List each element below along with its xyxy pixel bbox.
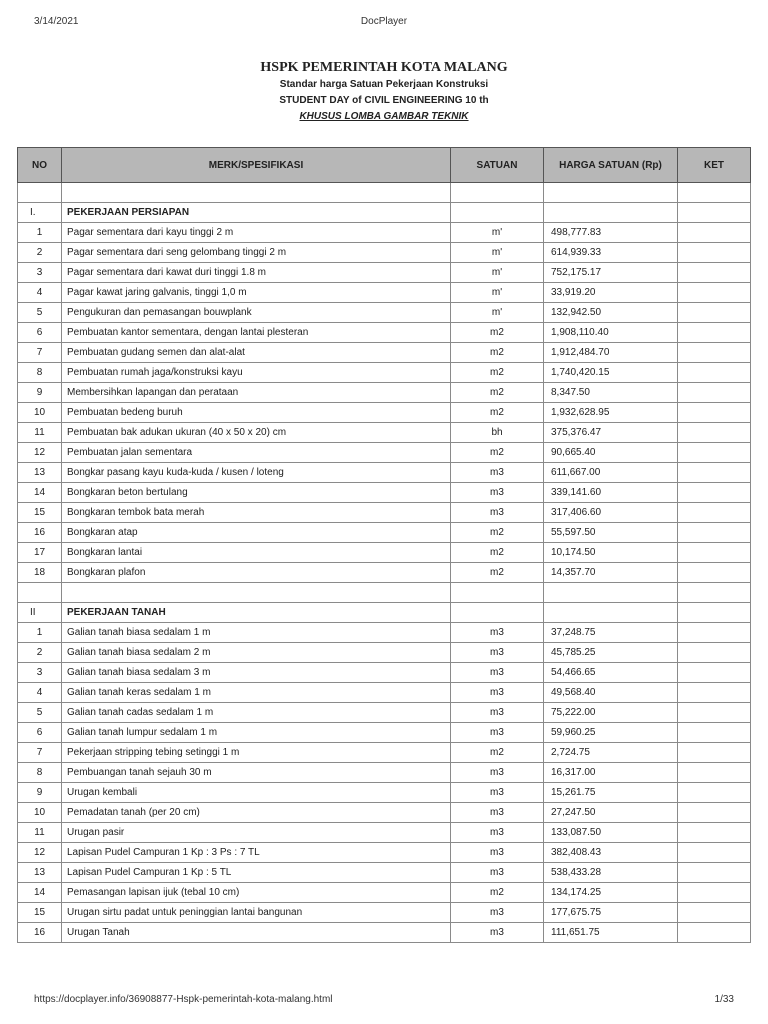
item-note [678, 683, 751, 703]
item-note [678, 223, 751, 243]
item-note [678, 423, 751, 443]
item-note [678, 643, 751, 663]
item-number: 11 [18, 823, 62, 843]
item-unit: m3 [451, 803, 544, 823]
item-spec: Galian tanah keras sedalam 1 m [62, 683, 451, 703]
section-number: I. [18, 203, 62, 223]
item-price: 1,740,420.15 [544, 363, 678, 383]
document-header [0, 59, 768, 125]
item-unit: m2 [451, 323, 544, 343]
empty-cell [18, 183, 62, 203]
item-unit: m3 [451, 643, 544, 663]
empty-cell [544, 183, 678, 203]
item-spec: Pengukuran dan pemasangan bouwplank [62, 303, 451, 323]
item-unit: m2 [451, 523, 544, 543]
print-date: 3/14/2021 [34, 16, 79, 27]
section-row [18, 203, 751, 223]
item-unit: m' [451, 303, 544, 323]
empty-cell [62, 183, 451, 203]
item-spec: Bongkar pasang kayu kuda-kuda / kusen / loteng [62, 463, 451, 483]
item-note [678, 443, 751, 463]
empty-cell [451, 183, 544, 203]
item-note [678, 363, 751, 383]
item-unit: m2 [451, 383, 544, 403]
item-price: 27,247.50 [544, 803, 678, 823]
item-price: 133,087.50 [544, 823, 678, 843]
item-unit: m2 [451, 543, 544, 563]
item-spec: Lapisan Pudel Campuran 1 Kp : 5 TL [62, 863, 451, 883]
item-number: 10 [18, 403, 62, 423]
site-name: DocPlayer [360, 16, 408, 27]
spacer-row [18, 183, 751, 203]
item-spec: Pemadatan tanah (per 20 cm) [62, 803, 451, 823]
item-note [678, 483, 751, 503]
table-row [18, 243, 751, 263]
item-note [678, 763, 751, 783]
table-row [18, 383, 751, 403]
table-row [18, 763, 751, 783]
table-row [18, 423, 751, 443]
item-number: 2 [18, 243, 62, 263]
item-note [678, 523, 751, 543]
document-subtitle: Standar harga Satuan Pekerjaan Konstruksi [279, 79, 489, 90]
item-unit: m3 [451, 763, 544, 783]
empty-cell [678, 183, 751, 203]
item-price: 37,248.75 [544, 623, 678, 643]
item-note [678, 743, 751, 763]
section-title: PEKERJAAN TANAH [62, 603, 451, 623]
item-price: 317,406.60 [544, 503, 678, 523]
item-number: 7 [18, 343, 62, 363]
table-row [18, 323, 751, 343]
item-price: 538,433.28 [544, 863, 678, 883]
item-spec: Pagar sementara dari kawat duri tinggi 1.8 m [62, 263, 451, 283]
table-row [18, 283, 751, 303]
table-row [18, 403, 751, 423]
item-note [678, 883, 751, 903]
item-price: 15,261.75 [544, 783, 678, 803]
table-row [18, 783, 751, 803]
item-spec: Bongkaran plafon [62, 563, 451, 583]
item-number: 6 [18, 723, 62, 743]
item-price: 45,785.25 [544, 643, 678, 663]
item-note [678, 343, 751, 363]
table-row [18, 263, 751, 283]
item-unit: m3 [451, 863, 544, 883]
item-spec: Galian tanah lumpur sedalam 1 m [62, 723, 451, 743]
item-number: 5 [18, 303, 62, 323]
item-number: 11 [18, 423, 62, 443]
item-number: 13 [18, 863, 62, 883]
item-unit: m2 [451, 563, 544, 583]
col-header-no: NO [18, 148, 62, 183]
empty-cell [451, 583, 544, 603]
table-row [18, 343, 751, 363]
item-note [678, 543, 751, 563]
section-number: II [18, 603, 62, 623]
item-unit: m' [451, 283, 544, 303]
table-row [18, 803, 751, 823]
item-unit: bh [451, 423, 544, 443]
item-number: 4 [18, 683, 62, 703]
item-spec: Pekerjaan stripping tebing setinggi 1 m [62, 743, 451, 763]
item-unit: m3 [451, 663, 544, 683]
item-note [678, 923, 751, 943]
item-price: 177,675.75 [544, 903, 678, 923]
page-url: https://docplayer.info/36908877-Hspk-pemerintah-kota-malang.html [34, 994, 333, 1005]
item-note [678, 503, 751, 523]
item-spec: Pembuatan kantor sementara, dengan lantai plesteran [62, 323, 451, 343]
item-spec: Membersihkan lapangan dan perataan [62, 383, 451, 403]
item-price: 10,174.50 [544, 543, 678, 563]
item-unit: m3 [451, 703, 544, 723]
table-row [18, 923, 751, 943]
item-price: 1,932,628.95 [544, 403, 678, 423]
item-spec: Bongkaran atap [62, 523, 451, 543]
item-spec: Pembuatan gudang semen dan alat-alat [62, 343, 451, 363]
item-note [678, 723, 751, 743]
table-row [18, 363, 751, 383]
item-note [678, 263, 751, 283]
item-spec: Urugan pasir [62, 823, 451, 843]
empty-cell [678, 603, 751, 623]
item-unit: m3 [451, 843, 544, 863]
table-row [18, 823, 751, 843]
item-number: 16 [18, 523, 62, 543]
item-note [678, 403, 751, 423]
item-note [678, 283, 751, 303]
item-spec: Bongkaran lantai [62, 543, 451, 563]
table-row [18, 563, 751, 583]
item-number: 9 [18, 783, 62, 803]
page-number: 1/33 [714, 994, 734, 1005]
document-title: HSPK PEMERINTAH KOTA MALANG [260, 60, 508, 75]
table-row [18, 543, 751, 563]
item-number: 10 [18, 803, 62, 823]
item-price: 33,919.20 [544, 283, 678, 303]
item-price: 75,222.00 [544, 703, 678, 723]
item-note [678, 823, 751, 843]
item-number: 14 [18, 483, 62, 503]
item-price: 752,175.17 [544, 263, 678, 283]
item-number: 12 [18, 843, 62, 863]
item-number: 9 [18, 383, 62, 403]
item-price: 1,908,110.40 [544, 323, 678, 343]
item-unit: m3 [451, 463, 544, 483]
item-number: 8 [18, 363, 62, 383]
item-note [678, 303, 751, 323]
item-spec: Pembuatan rumah jaga/konstruksi kayu [62, 363, 451, 383]
empty-cell [678, 203, 751, 223]
item-spec: Pagar sementara dari kayu tinggi 2 m [62, 223, 451, 243]
item-price: 1,912,484.70 [544, 343, 678, 363]
table-row [18, 223, 751, 243]
item-note [678, 563, 751, 583]
empty-cell [544, 583, 678, 603]
item-unit: m3 [451, 683, 544, 703]
item-note [678, 863, 751, 883]
item-spec: Urugan kembali [62, 783, 451, 803]
item-number: 17 [18, 543, 62, 563]
item-unit: m3 [451, 503, 544, 523]
table-row [18, 863, 751, 883]
item-number: 8 [18, 763, 62, 783]
item-price: 8,347.50 [544, 383, 678, 403]
item-unit: m2 [451, 883, 544, 903]
col-header-note: KET [678, 148, 751, 183]
table-row [18, 643, 751, 663]
item-price: 2,724.75 [544, 743, 678, 763]
item-unit: m3 [451, 623, 544, 643]
item-spec: Pemasangan lapisan ijuk (tebal 10 cm) [62, 883, 451, 903]
item-price: 614,939.33 [544, 243, 678, 263]
item-note [678, 803, 751, 823]
item-price: 54,466.65 [544, 663, 678, 683]
item-spec: Galian tanah cadas sedalam 1 m [62, 703, 451, 723]
item-note [678, 663, 751, 683]
item-price: 382,408.43 [544, 843, 678, 863]
item-spec: Galian tanah biasa sedalam 3 m [62, 663, 451, 683]
item-price: 611,667.00 [544, 463, 678, 483]
empty-cell [678, 583, 751, 603]
table-row [18, 883, 751, 903]
item-number: 15 [18, 903, 62, 923]
item-number: 5 [18, 703, 62, 723]
item-price: 59,960.25 [544, 723, 678, 743]
empty-cell [62, 583, 451, 603]
table-row [18, 903, 751, 923]
col-header-spec: MERK/SPESIFIKASI [62, 148, 451, 183]
item-price: 375,376.47 [544, 423, 678, 443]
item-unit: m3 [451, 903, 544, 923]
item-spec: Urugan Tanah [62, 923, 451, 943]
spacer-row [18, 583, 751, 603]
item-spec: Pembuatan bedeng buruh [62, 403, 451, 423]
item-price: 111,651.75 [544, 923, 678, 943]
item-spec: Galian tanah biasa sedalam 1 m [62, 623, 451, 643]
item-unit: m3 [451, 483, 544, 503]
item-note [678, 783, 751, 803]
item-note [678, 463, 751, 483]
item-unit: m2 [451, 363, 544, 383]
table-header-row [18, 148, 751, 183]
item-number: 1 [18, 223, 62, 243]
empty-cell [18, 583, 62, 603]
item-spec: Pembuatan bak adukan ukuran (40 x 50 x 20) cm [62, 423, 451, 443]
table-row [18, 483, 751, 503]
table-row [18, 303, 751, 323]
item-price: 498,777.83 [544, 223, 678, 243]
table-row [18, 463, 751, 483]
item-price: 49,568.40 [544, 683, 678, 703]
empty-cell [451, 603, 544, 623]
item-number: 14 [18, 883, 62, 903]
item-number: 13 [18, 463, 62, 483]
item-unit: m' [451, 263, 544, 283]
col-header-unit: SATUAN [451, 148, 544, 183]
empty-cell [544, 603, 678, 623]
table-row [18, 683, 751, 703]
item-number: 15 [18, 503, 62, 523]
price-table [17, 147, 751, 943]
item-spec: Pagar sementara dari seng gelombang tinggi 2 m [62, 243, 451, 263]
item-price: 132,942.50 [544, 303, 678, 323]
item-spec: Bongkaran tembok bata merah [62, 503, 451, 523]
item-price: 134,174.25 [544, 883, 678, 903]
item-price: 90,665.40 [544, 443, 678, 463]
table-row [18, 723, 751, 743]
col-header-price: HARGA SATUAN (Rp) [544, 148, 678, 183]
item-number: 4 [18, 283, 62, 303]
item-number: 12 [18, 443, 62, 463]
item-unit: m3 [451, 823, 544, 843]
item-spec: Urugan sirtu padat untuk peninggian lantai bangunan [62, 903, 451, 923]
item-number: 2 [18, 643, 62, 663]
item-note [678, 383, 751, 403]
item-unit: m2 [451, 343, 544, 363]
item-number: 18 [18, 563, 62, 583]
item-unit: m2 [451, 403, 544, 423]
item-spec: Galian tanah biasa sedalam 2 m [62, 643, 451, 663]
item-spec: Pembuatan jalan sementara [62, 443, 451, 463]
table-row [18, 663, 751, 683]
item-note [678, 323, 751, 343]
section-row [18, 603, 751, 623]
table-row [18, 443, 751, 463]
item-spec: Pagar kawat jaring galvanis, tinggi 1,0 m [62, 283, 451, 303]
table-row [18, 623, 751, 643]
item-number: 16 [18, 923, 62, 943]
item-number: 3 [18, 263, 62, 283]
item-number: 7 [18, 743, 62, 763]
table-row [18, 703, 751, 723]
item-number: 6 [18, 323, 62, 343]
item-spec: Pembuangan tanah sejauh 30 m [62, 763, 451, 783]
item-note [678, 903, 751, 923]
item-unit: m3 [451, 923, 544, 943]
item-note [678, 243, 751, 263]
item-note [678, 703, 751, 723]
item-note [678, 843, 751, 863]
section-title: PEKERJAAN PERSIAPAN [62, 203, 451, 223]
event-title: STUDENT DAY of CIVIL ENGINEERING 10 th [279, 95, 489, 106]
item-unit: m' [451, 243, 544, 263]
item-number: 3 [18, 663, 62, 683]
item-unit: m2 [451, 443, 544, 463]
item-unit: m' [451, 223, 544, 243]
item-note [678, 623, 751, 643]
item-unit: m2 [451, 743, 544, 763]
item-price: 14,357.70 [544, 563, 678, 583]
item-unit: m3 [451, 723, 544, 743]
item-price: 339,141.60 [544, 483, 678, 503]
item-spec: Bongkaran beton bertulang [62, 483, 451, 503]
item-spec: Lapisan Pudel Campuran 1 Kp : 3 Ps : 7 TL [62, 843, 451, 863]
table-row [18, 743, 751, 763]
table-row [18, 523, 751, 543]
item-price: 55,597.50 [544, 523, 678, 543]
item-number: 1 [18, 623, 62, 643]
empty-cell [451, 203, 544, 223]
competition-note: KHUSUS LOMBA GAMBAR TEKNIK [299, 111, 469, 122]
table-body [18, 183, 751, 943]
table-row [18, 503, 751, 523]
item-price: 16,317.00 [544, 763, 678, 783]
empty-cell [544, 203, 678, 223]
item-unit: m3 [451, 783, 544, 803]
table-row [18, 843, 751, 863]
